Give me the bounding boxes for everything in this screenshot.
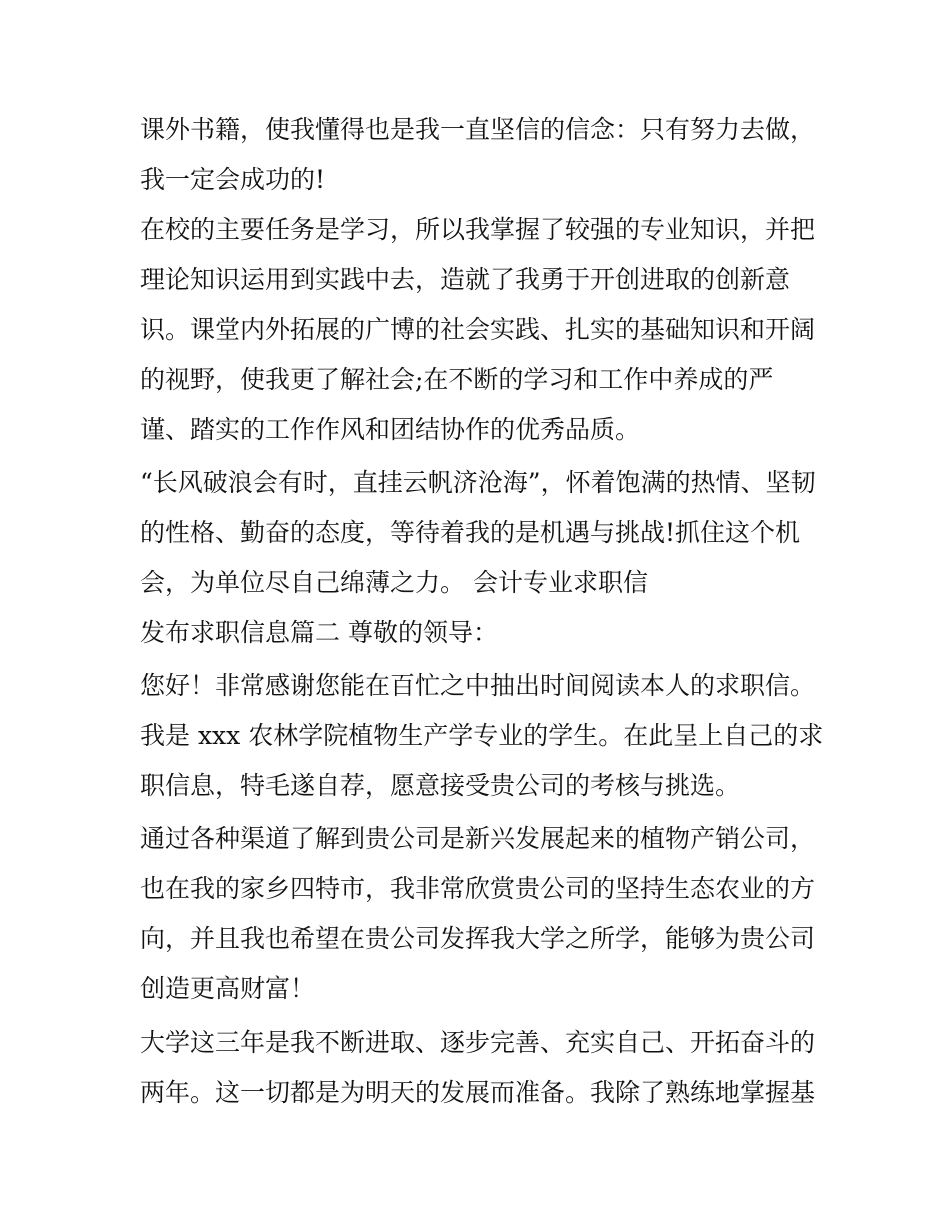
text-line: 创造更高财富！ [140,974,316,1003]
text-line: 理论知识运用到实践中去，造就了我勇于开创进取的创新意 [140,265,791,294]
text-line: 我一定会成功的! [140,165,326,194]
text-line: 职信息，特毛遂自荐，愿意接受贵公司的考核与挑选。 [140,771,741,800]
text-line: 通过各种渠道了解到贵公司是新兴发展起来的植物产销公司， [140,824,816,853]
text-line: 的视野，使我更了解社会;在不断的学习和工作中养成的严 [140,365,774,394]
text-line: 的性格、勤奋的态度，等待着我的是机遇与挑战!抓住这个机 [140,518,801,547]
text-line: 两年。这一切都是为明天的发展而准备。我除了熟练地掌握基 [140,1078,816,1107]
text-line: 在校的主要任务是学习，所以我掌握了较强的专业知识，并把 [140,215,816,244]
text-line: 也在我的家乡四特市，我非常欣赏贵公司的坚持生态农业的方 [140,874,816,903]
text-line: “长风破浪会有时，直挂云帆济沧海”，怀着饱满的热情、坚韧 [140,468,816,497]
text-line: 您好！非常感谢您能在百忙之中抽出时间阅读本人的求职信。 [140,671,816,700]
text-line: 谨、踏实的工作作风和团结协作的优秀品质。 [140,415,641,444]
text-line: 发布求职信息篇二 尊敬的领导： [140,618,498,647]
text-line: 识。课堂内外拓展的广博的社会实践、扎实的基础知识和开阔 [140,315,816,344]
text-line: 向，并且我也希望在贵公司发挥我大学之所学，能够为贵公司 [140,924,816,953]
text-line: 大学这三年是我不断进取、逐步完善、充实自己、开拓奋斗的 [140,1028,816,1057]
text-line: 会，为单位尽自己绵薄之力。 会计专业求职信 [140,568,648,597]
text-line: 课外书籍，使我懂得也是我一直坚信的信念：只有努力去做， [140,115,816,144]
text-line: 我是 xxx 农林学院植物生产学专业的学生。在此呈上自己的求 [140,721,824,750]
